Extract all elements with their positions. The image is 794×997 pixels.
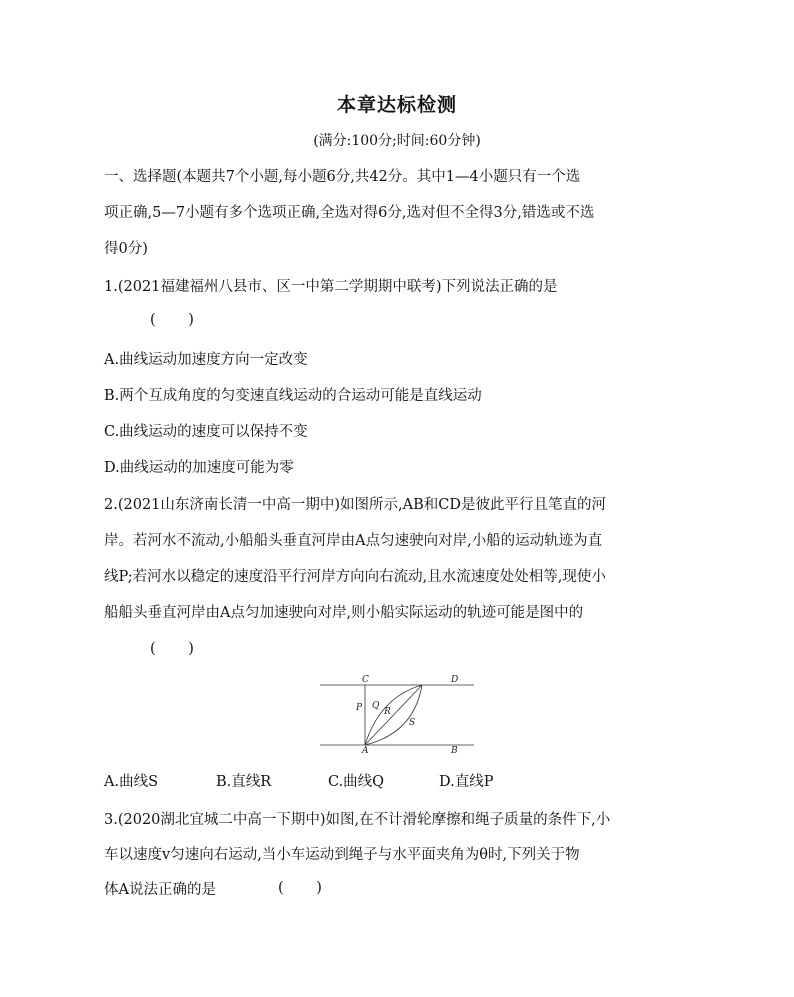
path-r — [365, 685, 422, 745]
q2-option-c: C.曲线Q — [328, 774, 385, 790]
q1-answer-paren: ( ) — [150, 312, 208, 328]
label-d: D — [451, 675, 459, 685]
q3-stem-line-2: 车以速度v匀速向右运动,当小车运动到绳子与水平面夹角为θ时,下列关于物 — [104, 847, 580, 863]
q2-stem-line-2: 岸。若河水不流动,小船船头垂直河岸由A点匀速驶向对岸,小船的运动轨迹为直 — [104, 533, 603, 549]
section-instructions-line-2: 项正确,5—7小题有多个选项正确,全选对得6分,选对但不全得3分,错选或不选 — [104, 205, 595, 221]
q3-answer-paren: ( ) — [278, 880, 336, 896]
label-r: R — [384, 707, 391, 717]
label-s: S — [409, 718, 416, 728]
q1-option-b: B.两个互成角度的匀变速直线运动的合运动可能是直线运动 — [104, 388, 482, 404]
label-b: B — [451, 746, 458, 755]
label-p: P — [356, 703, 363, 713]
q1-option-a: A.曲线运动加速度方向一定改变 — [104, 352, 308, 368]
q3-stem-line-3: 体A说法正确的是 — [104, 882, 216, 898]
q2-stem-line-4: 船船头垂直河岸由A点匀加速驶向对岸,则小船实际运动的轨迹可能是图中的 — [104, 605, 584, 621]
q2-stem-line-3: 线P;若河水以稳定的速度沿平行河岸方向向右流动,且水流速度处处相等,现使小 — [104, 569, 606, 585]
label-q: Q — [372, 701, 380, 711]
q1-option-c: C.曲线运动的速度可以保持不变 — [104, 424, 308, 440]
section-instructions-line-1: 一、选择题(本题共7个小题,每小题6分,共42分。其中1—4小题只有一个选 — [104, 169, 581, 185]
q1-stem: 1.(2021福建福州八县市、区一中第二学期期中联考)下列说法正确的是 — [104, 279, 558, 295]
q2-stem-line-1: 2.(2021山东济南长清一中高一期中)如图所示,AB和CD是彼此平行且笔直的河 — [104, 497, 607, 513]
q3-stem-line-1: 3.(2020湖北宜城二中高一下期中)如图,在不计滑轮摩擦和绳子质量的条件下,小 — [104, 812, 611, 828]
q2-option-a: A.曲线S — [104, 774, 159, 790]
q2-option-d: D.直线P — [439, 774, 494, 790]
section-instructions-line-3: 得0分) — [104, 241, 148, 257]
page-subtitle: (满分:100分;时间:60分钟) — [313, 133, 481, 149]
q1-option-d: D.曲线运动的加速度可能为零 — [104, 460, 294, 476]
page-title: 本章达标检测 — [336, 94, 457, 116]
label-c: C — [362, 675, 369, 685]
label-a: A — [362, 746, 369, 755]
q2-option-b: B.直线R — [216, 774, 272, 790]
river-trajectory-figure — [318, 675, 478, 755]
q2-answer-paren: ( ) — [150, 641, 208, 657]
